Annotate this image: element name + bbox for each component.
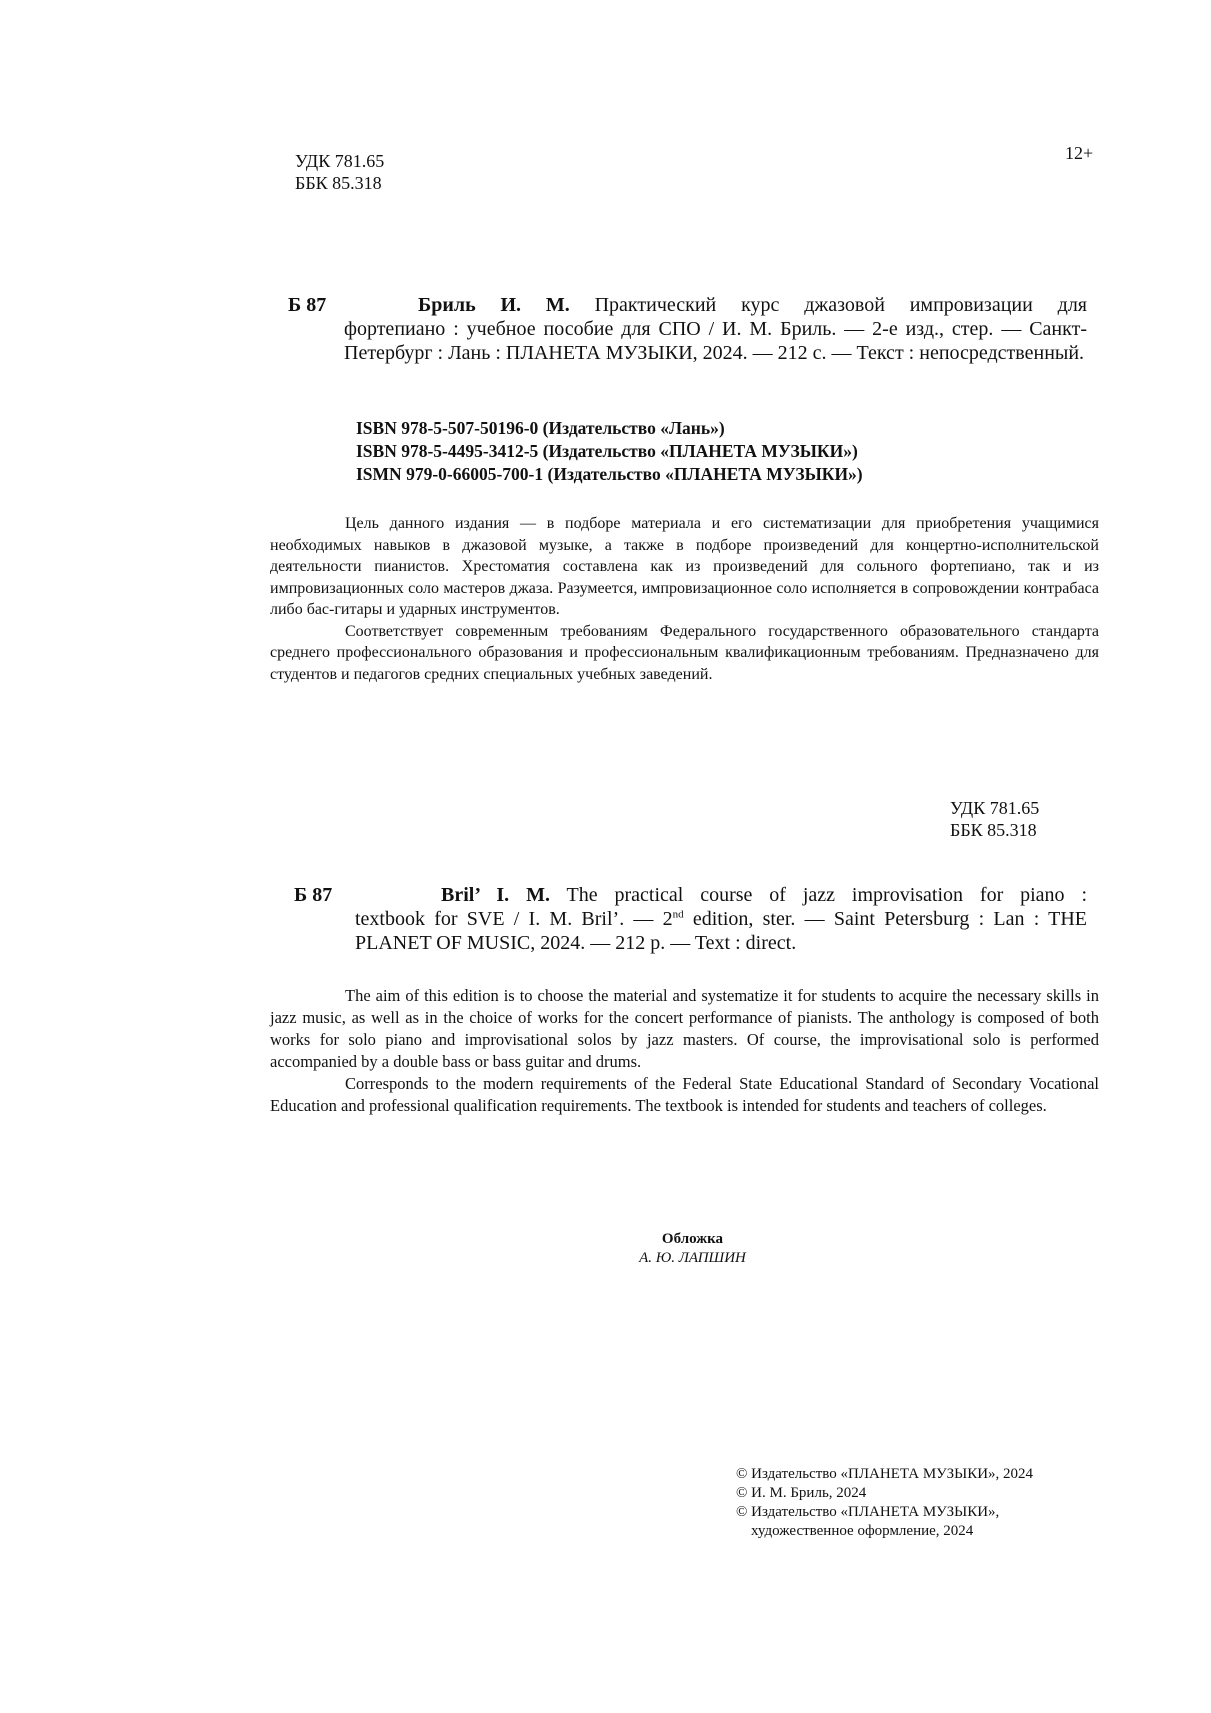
annotation-en-paragraph-2: Corresponds to the modern requirements of the Federal State Educational Standard of Secondary Vocational Education and professional qualification requirements. The textbook is intended for students and teachers of colleges.: [270, 1074, 1099, 1115]
author-name-ru: Бриль И. М.: [418, 294, 570, 316]
cover-credit-title: Обложка: [661, 1231, 724, 1247]
bibliographic-entry-ru: [344, 293, 1087, 365]
isbn-planeta: ISBN 978-5-4495-3412-5 (Издательство «ПЛАНЕТА МУЗЫКИ»): [356, 441, 858, 461]
annotation-en-paragraph-1: The aim of this edition is to choose the material and systematize it for students to acquire the necessary skills in jazz music, as well as in the choice of works for the concert performance of pianists. The anthology is composed of both works for solo piano and improvisational solos by jazz masters. Of course, the improvisational solo is performed accompanied by a double bass or bass guitar and drums.: [270, 986, 1099, 1071]
copyright-block: [736, 1465, 1033, 1541]
entry-details-en-b: edition, ster. — Saint Petersburg : Lan : THE PLANET OF MUSIC, 2024. — 212 p. — Text : direct.: [355, 908, 1087, 954]
annotation-ru: [270, 513, 1099, 685]
isbn-lan: ISBN 978-5-507-50196-0 (Издательство «Лань»): [356, 418, 725, 438]
bibliographic-entry-en: [355, 883, 1087, 955]
edition-superscript: nd: [672, 908, 684, 921]
annotation-en: [270, 985, 1099, 1117]
cover-credit: [560, 1230, 825, 1268]
author-cipher-ru: Б 87: [288, 294, 327, 316]
author-cipher-en: Б 87: [294, 884, 333, 906]
cover-credit-name: А. Ю. ЛАПШИН: [639, 1250, 746, 1266]
copyright-line-4: художественное оформление, 2024: [751, 1523, 974, 1539]
copyright-line-3: © Издательство «ПЛАНЕТА МУЗЫКИ»,: [736, 1504, 1000, 1520]
annotation-ru-paragraph-1: Цель данного издания — в подборе материала и его систематизации для приобретения учащимися необходимых навыков в джазовой музыке, а также в подборе произведений для концертно-исполнительской деятельности пианистов. Хрестоматия составлена как из произведений для сольного фортепиано, так и из импровизационных соло мастеров джаза. Разумеется, импровизационное соло исполняется в сопровождении контрабаса либо бас-гитары и ударных инструментов.: [270, 515, 1099, 618]
annotation-ru-paragraph-2: Соответствует современным требованиям Федерального государственного образовательного стандарта среднего профессионального образования и профессиональным квалификационным требованиям. Предназначено для студентов и педагогов средних специальных учебных заведений.: [270, 622, 1099, 683]
entry-details-en-a: textbook for SVE / I. M. Bril’. — 2: [355, 908, 673, 930]
copyright-line-1: © Издательство «ПЛАНЕТА МУЗЫКИ», 2024: [736, 1466, 1034, 1482]
entry-title-en: The practical course of jazz improvisation for piano :: [566, 884, 1087, 906]
classification-block-en: [950, 797, 1039, 841]
bbk-code-en: ББК 85.318: [950, 820, 1037, 840]
bbk-code: ББК 85.318: [295, 173, 382, 193]
entry-title-ru: Практический курс джазовой импровизации для: [594, 294, 1088, 316]
classification-block: [295, 150, 384, 194]
entry-details-ru: фортепиано : учебное пособие для СПО / И. М. Бриль. — 2-е изд., стер. — Санкт-Петербург : Лань : ПЛАНЕТА МУЗЫКИ, 2024. — 212 с. — Текст : непосредственный.: [344, 318, 1087, 364]
copyright-line-2: © И. М. Бриль, 2024: [736, 1485, 867, 1501]
ismn-planeta: ISMN 979-0-66005-700-1 (Издательство «ПЛАНЕТА МУЗЫКИ»): [356, 464, 863, 484]
udc-code: УДК 781.65: [295, 151, 385, 171]
udc-code-en: УДК 781.65: [950, 798, 1040, 818]
isbn-list: [356, 417, 863, 486]
author-name-en: Bril’ I. M.: [441, 884, 550, 906]
age-rating: 12+: [1065, 143, 1094, 163]
